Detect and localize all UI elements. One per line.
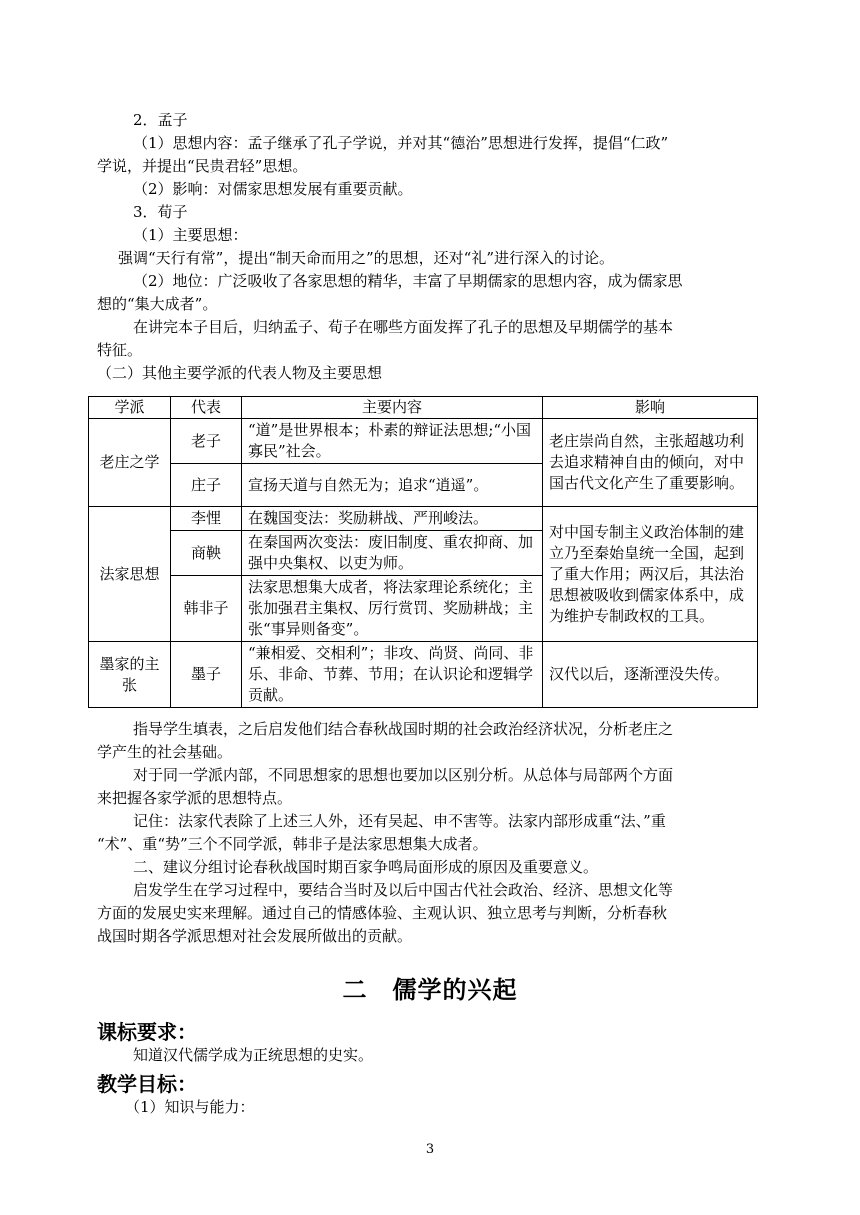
- text-line: 想的“集大成者”。: [97, 295, 218, 313]
- text-line: 来把握各家学派的思想特点。: [97, 789, 293, 807]
- table-row: [89, 419, 758, 464]
- heading-xunzi: 3．荀子: [133, 203, 188, 221]
- school-fajia: 法家思想: [89, 507, 171, 642]
- header-representative: 代表: [171, 397, 242, 419]
- text-line: 方面的发展史实来理解。通过自己的情感体验、主观认识、独立思考与判断，分析春秋: [97, 904, 668, 922]
- influence-laozhuang: 老庄崇尚自然，主张超越功利去追求精神自由的倾向，对中国古代文化产生了重要影响。: [543, 419, 758, 507]
- text-line: 对于同一学派内部，不同思想家的思想也要加以区别分析。从总体与局部两个方面: [133, 766, 674, 784]
- mubiao-item: （1）知识与能力：: [125, 1098, 255, 1116]
- school-laozhuang: 老庄之学: [89, 419, 171, 507]
- kebiao-heading: 课标要求：: [97, 1020, 197, 1044]
- text-line: （2）影响：对儒家思想发展有重要贡献。: [133, 180, 413, 198]
- mubiao-heading: 教学目标：: [97, 1072, 197, 1096]
- text-line: 指导学生填表，之后启发他们结合春秋战国时期的社会政治经济状况，分析老庄之: [133, 720, 674, 738]
- rep-likui: 李悝: [171, 507, 242, 531]
- table-row: [89, 642, 758, 708]
- kebiao-text: 知道汉代儒学成为正统思想的史实。: [133, 1046, 374, 1064]
- text-line: 战国时期各学派思想对社会发展所做出的贡献。: [97, 927, 413, 945]
- text-line: （1）思想内容：孟子继承了孔子学说，并对其“德治”思想进行发挥，提倡“仁政”: [133, 134, 669, 152]
- table-row: [89, 507, 758, 531]
- table-header-row: [89, 397, 758, 419]
- subsection-heading: （二）其他主要学派的代表人物及主要思想: [97, 364, 383, 382]
- content-zhuangzi: 宣扬天道与自然无为；追求“逍遥”。: [242, 464, 543, 507]
- rep-hanfeizi: 韩非子: [171, 576, 242, 642]
- rep-laozi: 老子: [171, 419, 242, 464]
- school-mojia: 墨家的主张: [89, 642, 171, 708]
- rep-zhuangzi: 庄子: [171, 464, 242, 507]
- text-line: 特征。: [97, 341, 143, 359]
- text-line: 在讲完本子目后，归纳孟子、荀子在哪些方面发挥了孔子的思想及早期儒学的基本: [133, 318, 674, 336]
- text-line: “术”、重“势”三个不同学派，韩非子是法家思想集大成者。: [97, 835, 488, 853]
- page-number: 3: [425, 1142, 435, 1157]
- heading-mengzi: 2．孟子: [133, 111, 188, 129]
- section-title: 二 儒学的兴起: [342, 976, 518, 1004]
- content-likui: 在魏国变法：奖励耕战、严刑峻法。: [242, 507, 543, 531]
- text-line: （2）地位：广泛吸收了各家思想的精华，丰富了早期儒家的思想内容，成为儒家思: [133, 272, 683, 290]
- content-hanfeizi: 法家思想集大成者，将法家理论系统化；主张加强君主集权、厉行赏罚、奖励耕战；主张“事异则备变”。: [242, 576, 543, 642]
- content-laozi: “道”是世界根本；朴素的辩证法思想;“小国寡民”社会。: [242, 419, 543, 464]
- header-influence: 影响: [543, 397, 758, 419]
- content-shangyang: 在秦国两次变法：废旧制度、重农抑商、加强中央集权、以吏为师。: [242, 531, 543, 576]
- rep-shangyang: 商鞅: [171, 531, 242, 576]
- header-school: 学派: [89, 397, 171, 419]
- header-content: 主要内容: [242, 397, 543, 419]
- rep-mozi: 墨子: [171, 642, 242, 708]
- text-line: 记住：法家代表除了上述三人外，还有吴起、申不害等。法家内部形成重“法、”重: [133, 812, 666, 830]
- influence-mojia: 汉代以后，逐渐湮没失传。: [543, 642, 758, 708]
- schools-table: [88, 396, 758, 708]
- text-line: 二、建议分组讨论春秋战国时期百家争鸣局面形成的原因及重要意义。: [133, 858, 599, 876]
- influence-fajia: 对中国专制主义政治体制的建立乃至秦始皇统一全国，起到了重大作用；两汉后，其法治思想被吸收到儒家体系中，成为维护专制政权的工具。: [543, 507, 758, 642]
- text-line: 学说，并提出“民贵君轻”思想。: [97, 157, 308, 175]
- content-mozi: “兼相爱、交相利”；非攻、尚贤、尚同、非乐、非命、节葬、节用；在认识论和逻辑学贡献。: [242, 642, 543, 708]
- text-line: 强调“天行有常”，提出“制天命而用之”的思想，还对“礼”进行深入的讨论。: [118, 249, 615, 267]
- text-line: 学产生的社会基础。: [97, 743, 233, 761]
- text-line: 启发学生在学习过程中，要结合当时及以后中国古代社会政治、经济、思想文化等: [133, 881, 674, 899]
- text-line: （1）主要思想：: [133, 226, 248, 244]
